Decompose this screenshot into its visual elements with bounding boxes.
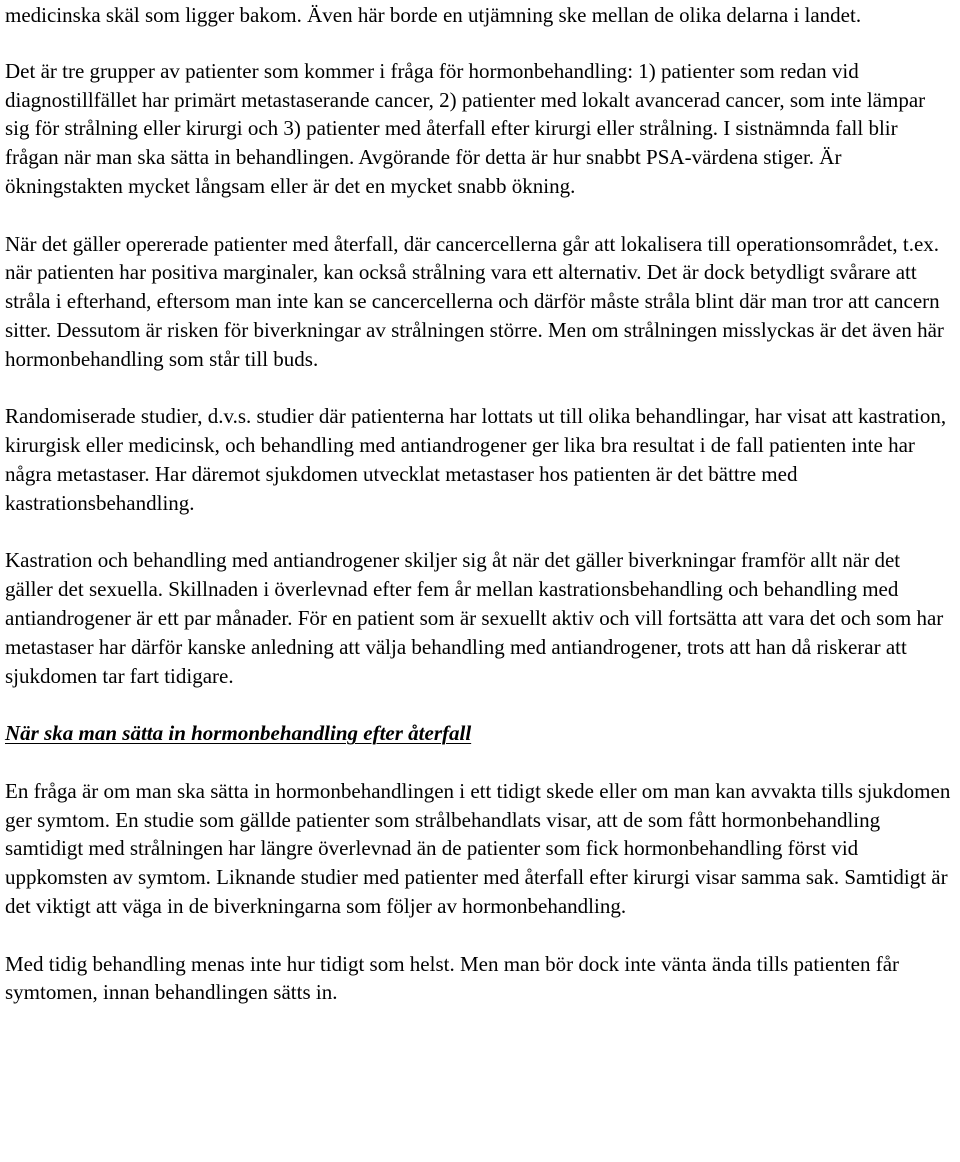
paragraph-patient-groups: Det är tre grupper av patienter som kommer i fråga för hormonbehandling: 1) patienter som redan vid diagnostillfället har primärt metastaserande cancer, 2) patienter med lokalt avancerad cancer, som inte lämpar sig för strålning eller kirurgi och 3) patienter med återfall efter kirurgi eller strålning. I sistnämnda fall blir frågan när man ska sätta in behandlingen. Avgörande för detta är hur snabbt PSA-värdena stiger. Är ökningstakten mycket långsam eller är det en mycket snabb ökning.: [5, 58, 926, 198]
paragraph-castration-vs-antiandrogens: Kastration och behandling med antiandrogener skiljer sig åt när det gäller biverkningar framför allt när det gäller det sexuella. Skillnaden i överlevnad efter fem år mellan kastrationsbehandling och behandling med antiandrogener är ett par månader. För en patient som är sexuellt aktiv och vill fortsätta att vara det och som har metastaser har därför kanske anledning att välja behandling med antiandrogener, trots att han då riskerar att sjukdomen tar fart tidigare.: [5, 548, 944, 688]
paragraph-continuation: medicinska skäl som ligger bakom. Även här borde en utjämning ske mellan de olika delarna i landet.: [5, 3, 862, 27]
document-page: [5, 1, 953, 1036]
paragraph-operated-patients: När det gäller opererade patienter med återfall, där cancercellerna går att lokalisera till operationsområdet, t.ex. när patienten har positiva marginaler, kan också strålning vara ett alternativ. Det är dock betydligt svårare att stråla i efterhand, eftersom man inte kan se cancercellerna och därför måste stråla blint där man tror att cancern sitter. Dessutom är risken för biverkningar av strålningen större. Men om strålningen misslyckas är det även här hormonbehandling som står till buds.: [5, 231, 944, 371]
paragraph-early-definition: Med tidig behandling menas inte hur tidigt som helst. Men man bör dock inte vänta ända tills patienten får symtomen, innan behandlingen sätts in.: [5, 951, 900, 1005]
paragraph-early-treatment: En fråga är om man ska sätta in hormonbehandlingen i ett tidigt skede eller om man kan avvakta tills sjukdomen ger symtom. En studie som gällde patienter som strålbehandlats visar, att de som fått hormonbehandling samtidigt med strålningen har längre överlevnad än de patienter som fick hormonbehandling först vid uppkomsten av symtom. Liknande studier med patienter med återfall efter kirurgi visar samma sak. Samtidigt är det viktigt att väga in de biverkningarna som följer av hormonbehandling.: [5, 778, 951, 918]
section-heading: När ska man sätta in hormonbehandling efter återfall: [5, 721, 472, 746]
paragraph-randomized-studies: Randomiserade studier, d.v.s. studier där patienterna har lottats ut till olika behandlingar, har visat att kastration, kirurgisk eller medicinsk, och behandling med antiandrogener ger lika bra resultat i de fall patienten inte har några metastaser. Har däremot sjukdomen utvecklat metastaser hos patienten är det bättre med kastrationsbehandling.: [5, 404, 947, 515]
